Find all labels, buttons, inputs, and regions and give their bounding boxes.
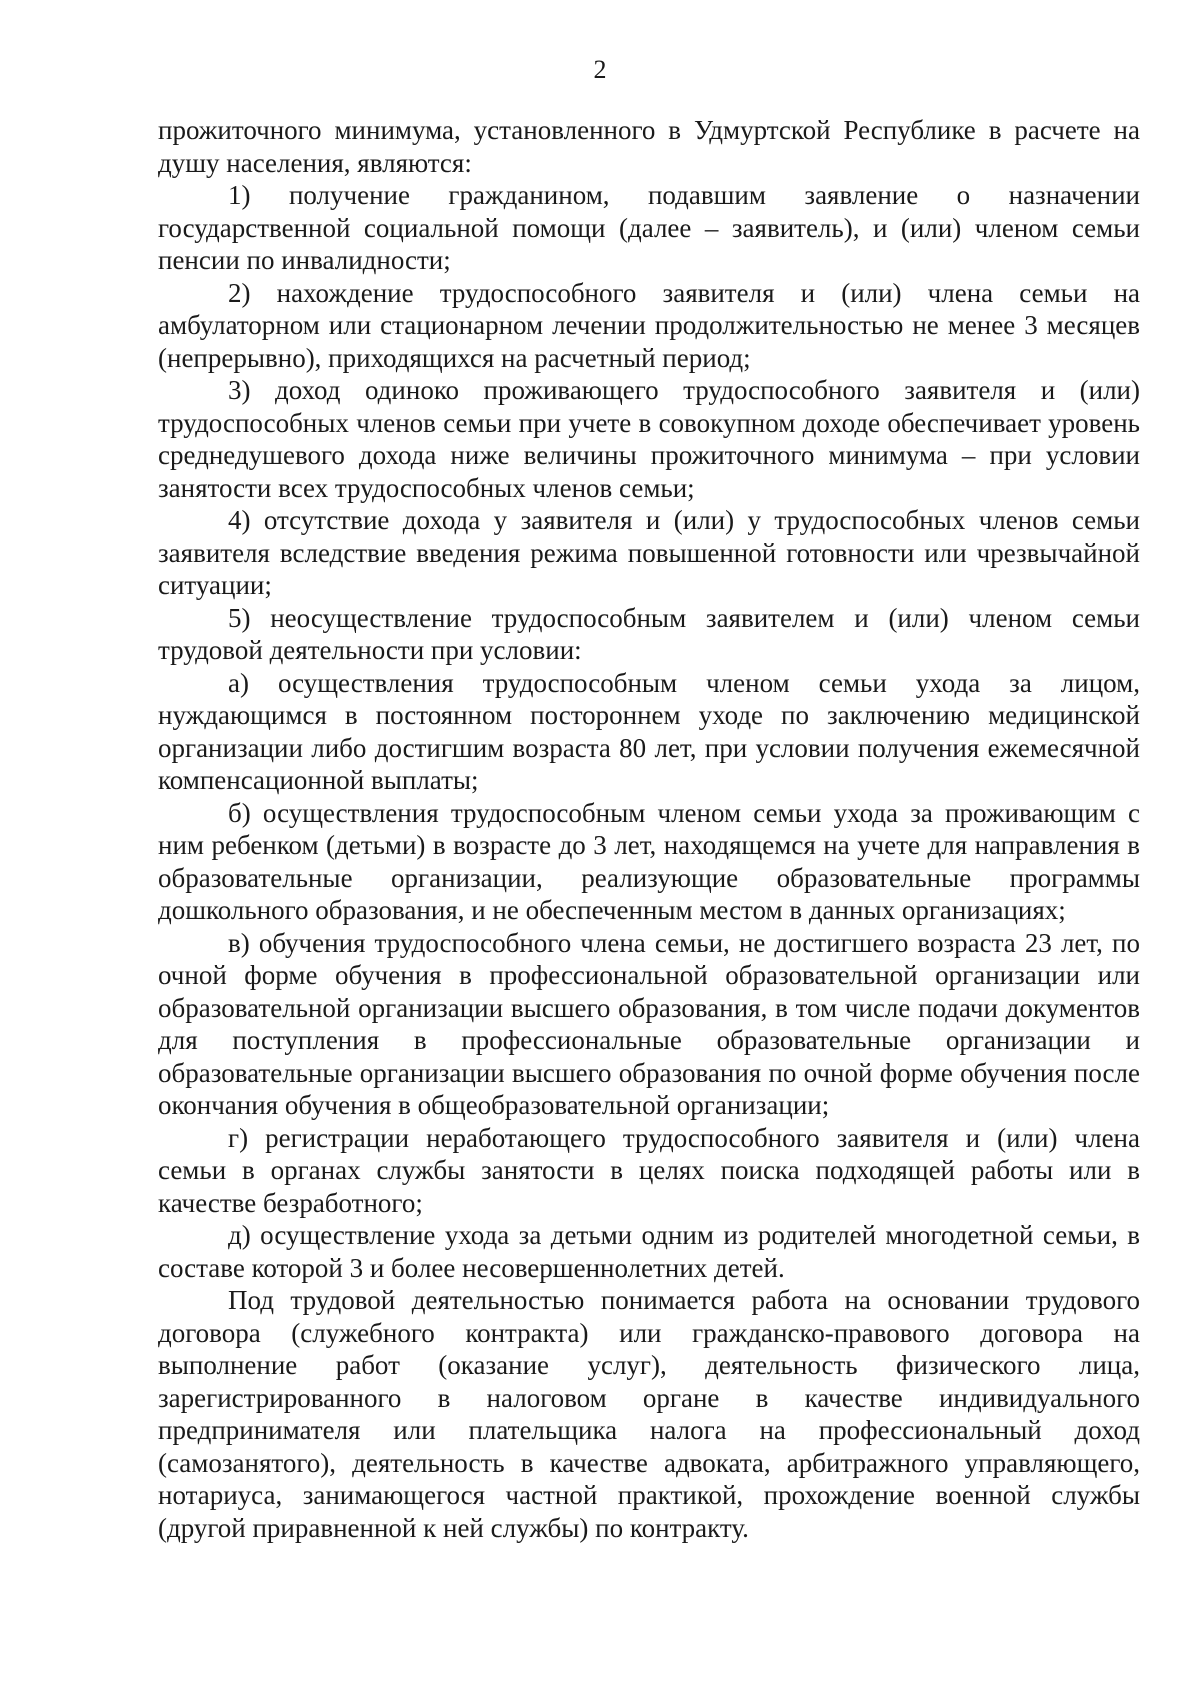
list-item-2: 2) нахождение трудоспособного заявителя и (или) члена семьи на амбулаторном или стационарном лечении продолжительностью не менее 3 месяцев (непрерывно), приходящихся на расчетный период; <box>158 277 1140 373</box>
list-item-1: 1) получение гражданином, подавшим заявление о назначении государственной социальной помощи (далее – заявитель), и (или) членом семьи пенсии по инвалидности; <box>158 180 1140 275</box>
document-body <box>158 114 1140 1544</box>
page-number: 2 <box>593 55 607 84</box>
sub-item-v: в) обучения трудоспособного члена семьи, не достигшего возраста 23 лет, по очной форме обучения в профессиональной образовательной организации или образовательной организации высшего образования, в том числе подачи документов для поступления в профессиональные образовательные организации и образовательные организации высшего образования по очной форме обучения после окончания обучения в общеобразовательной организации; <box>158 927 1140 1120</box>
paragraph-continuation: прожиточного минимума, установленного в Удмуртской Республике в расчете на душу населения, являются: <box>158 115 1140 178</box>
sub-item-d: д) осуществление ухода за детьми одним из родителей многодетной семьи, в составе которой 3 и более несовершеннолетних детей. <box>158 1220 1140 1283</box>
list-item-5: 5) неосуществление трудоспособным заявителем и (или) членом семьи трудовой деятельности при условии: <box>158 602 1140 665</box>
sub-item-a: а) осуществления трудоспособным членом семьи ухода за лицом, нуждающимся в постоянном постороннем уходе по заключению медицинской организации либо достигшим возраста 80 лет, при условии получения ежемесячной компенсационной выплаты; <box>158 667 1140 795</box>
list-item-4: 4) отсутствие дохода у заявителя и (или) у трудоспособных членов семьи заявителя вследствие введения режима повышенной готовности или чрезвычайной ситуации; <box>158 505 1140 600</box>
sub-item-g: г) регистрации неработающего трудоспособного заявителя и (или) члена семьи в органах службы занятости в целях поиска подходящей работы или в качестве безработного; <box>158 1122 1140 1218</box>
list-item-3: 3) доход одиноко проживающего трудоспособного заявителя и (или) трудоспособных членов семьи при учете в совокупном доходе обеспечивает уровень среднедушевого дохода ниже величины прожиточного минимума – при условии занятости всех трудоспособных членов семьи; <box>158 375 1140 503</box>
definition-paragraph: Под трудовой деятельностью понимается работа на основании трудового договора (служебного контракта) или гражданско-правового договора на выполнение работ (оказание услуг), деятельность физического лица, зарегистрированного в налоговом органе в качестве индивидуального предпринимателя или плательщика налога на профессиональный доход (самозанятого), деятельность в качестве адвоката, арбитражного управляющего, нотариуса, занимающегося частной практикой, прохождение военной службы (другой приравненной к ней службы) по контракту. <box>158 1285 1140 1543</box>
sub-item-b: б) осуществления трудоспособным членом семьи ухода за проживающим с ним ребенком (детьми) в возрасте до 3 лет, находящемся на учете для направления в образовательные организации, реализующие образовательные программы дошкольного образования, и не обеспеченным местом в данных организациях; <box>158 797 1140 925</box>
